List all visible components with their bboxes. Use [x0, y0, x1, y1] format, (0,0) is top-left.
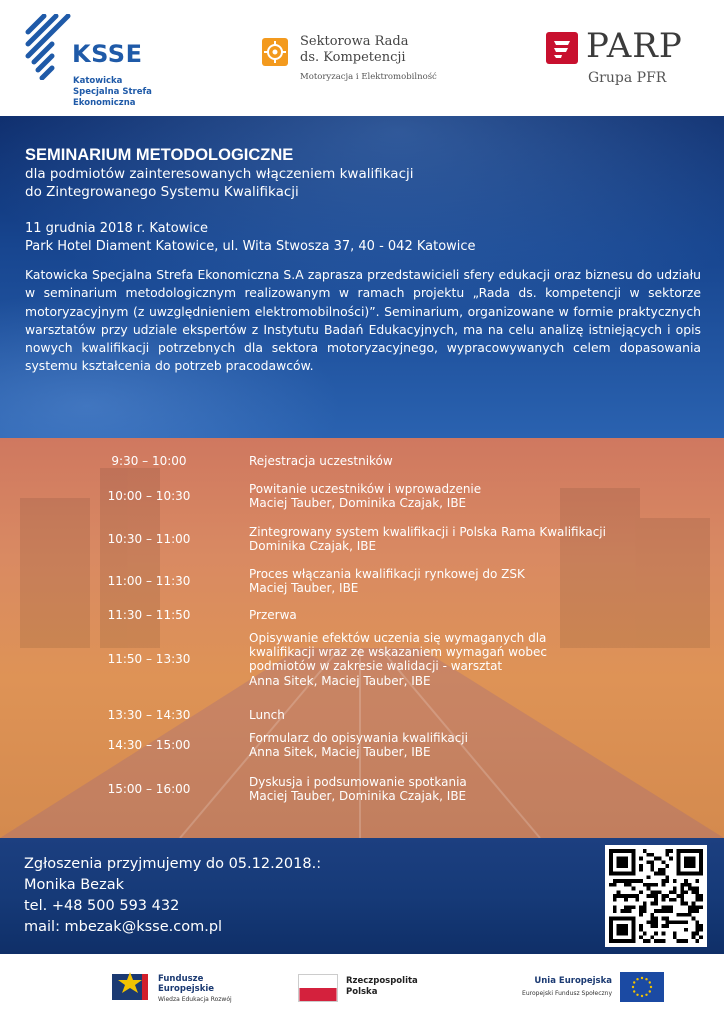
agenda-description: Lunch	[249, 708, 285, 722]
agenda-description: Proces włączania kwalifikacji rynkowej do ZSK Maciej Tauber, IBE	[249, 567, 525, 596]
ksse-logo	[24, 14, 164, 110]
agenda-description: Powitanie uczestników i wprowadzenie Maciej Tauber, Dominika Czajak, IBE	[249, 482, 482, 511]
event-date: 11 grudnia 2018 r. Katowice	[25, 221, 209, 236]
rzeczpospolita-logo	[298, 974, 438, 1006]
agenda-time: 11:00 – 11:30	[107, 573, 191, 588]
event-venue: Park Hotel Diament Katowice, ul. Wita Stwosza 37, 40 - 042 Katowice	[25, 239, 476, 254]
unia-europejska-logo	[470, 972, 640, 1006]
eu-flag-icon	[620, 972, 664, 1002]
fundusze-name: Fundusze Europejskie	[158, 974, 215, 994]
event-date-venue	[25, 220, 476, 256]
fundusze-star-icon	[112, 970, 152, 1002]
agenda-time: 15:00 – 16:00	[107, 781, 191, 796]
intro-section	[0, 116, 724, 438]
seminar-description: Katowicka Specjalna Strefa Ekonomiczna S.A zaprasza przedstawicieli sfery edukacji oraz biznesu do udziału w seminarium metodologicznym realizowanym w ramach projektu „Rada ds. kompetencji w sektorze motoryzacyjnym (z uwzględnieniem elektromobilności)”. Seminarium, organizowane w formie praktycznych warsztatów przy udziale ekspertów z Instytutu Badań Edukacyjnych, ma na celu analizę istniejących i opis nowych kwalifikacji potrzebnych dla sektora motoryzacyjnego, wypracowywanych celem dopasowania systemu kształcenia do potrzeb pracodawców.	[25, 267, 701, 374]
srdk-logo	[262, 34, 462, 90]
registration-deadline: Zgłoszenia przyjmujemy do 05.12.2018.:	[24, 856, 322, 872]
parp-emblem-icon	[546, 32, 578, 64]
contact-phone: tel. +48 500 593 432	[24, 898, 180, 914]
ue-name: Unia Europejska	[534, 976, 612, 986]
agenda-time: 9:30 – 10:00	[111, 453, 187, 468]
ksse-subtitle: Katowicka Specjalna Strefa Ekonomiczna	[73, 76, 152, 108]
fundusze-europejskie-logo	[112, 970, 252, 1010]
contact-section	[0, 838, 724, 954]
agenda-description: Opisywanie efektów uczenia się wymaganych dla kwalifikacji wraz ze wskazaniem wymagań wobec podmiotów w zakresie walidacji - warsztat Anna Sitek, Maciej Tauber, IBE	[249, 631, 547, 688]
contact-person: Monika Bezak	[24, 877, 124, 893]
parp-subtitle: Grupa PFR	[588, 70, 667, 86]
agenda-time: 10:00 – 10:30	[107, 488, 191, 503]
qr-code	[605, 845, 707, 947]
agenda-description: Zintegrowany system kwalifikacji i Polska Rama Kwalifikacji Dominika Czajak, IBE	[249, 525, 606, 554]
srdk-gear-icon	[262, 38, 288, 66]
agenda-section	[0, 438, 724, 838]
agenda-description: Dyskusja i podsumowanie spotkania Maciej Tauber, Dominika Czajak, IBE	[249, 775, 467, 804]
ue-fund: Europejski Fundusz Społeczny	[522, 990, 612, 997]
contact-email: mail: mbezak@ksse.com.pl	[24, 919, 223, 935]
agenda-description: Rejestracja uczestników	[249, 454, 393, 468]
ksse-stripes-icon	[24, 14, 76, 80]
qr-code-icon	[609, 849, 703, 943]
parp-logo	[546, 28, 706, 92]
ksse-wordmark: KSSE	[72, 40, 143, 68]
agenda-time: 11:30 – 11:50	[107, 607, 191, 622]
agenda-time: 14:30 – 15:00	[107, 737, 191, 752]
parp-wordmark: PARP	[586, 26, 683, 66]
contact-info	[24, 854, 321, 938]
agenda-description: Przerwa	[249, 608, 297, 622]
srdk-tagline: Motoryzacja i Elektromobilność	[300, 72, 437, 82]
rzeczpospolita-name: Rzeczpospolita Polska	[346, 976, 418, 997]
seminar-title: SEMINARIUM METODOLOGICZNE	[25, 146, 294, 164]
agenda-description: Formularz do opisywania kwalifikacji Anna Sitek, Maciej Tauber, IBE	[249, 731, 468, 760]
agenda-time: 11:50 – 13:30	[107, 651, 191, 666]
footer-logos	[0, 954, 724, 1024]
seminar-subtitle: dla podmiotów zainteresowanych włączeniem kwalifikacji do Zintegrowanego Systemu Kwalifikacji	[25, 166, 414, 200]
agenda-time: 10:30 – 11:00	[107, 531, 191, 546]
header-logos	[0, 0, 724, 116]
agenda-list	[0, 438, 724, 838]
polish-flag-icon	[298, 974, 338, 1002]
agenda-time: 13:30 – 14:30	[107, 707, 191, 722]
fundusze-program: Wiedza Edukacja Rozwój	[158, 996, 232, 1003]
srdk-name: Sektorowa Rada ds. Kompetencji	[300, 34, 409, 65]
